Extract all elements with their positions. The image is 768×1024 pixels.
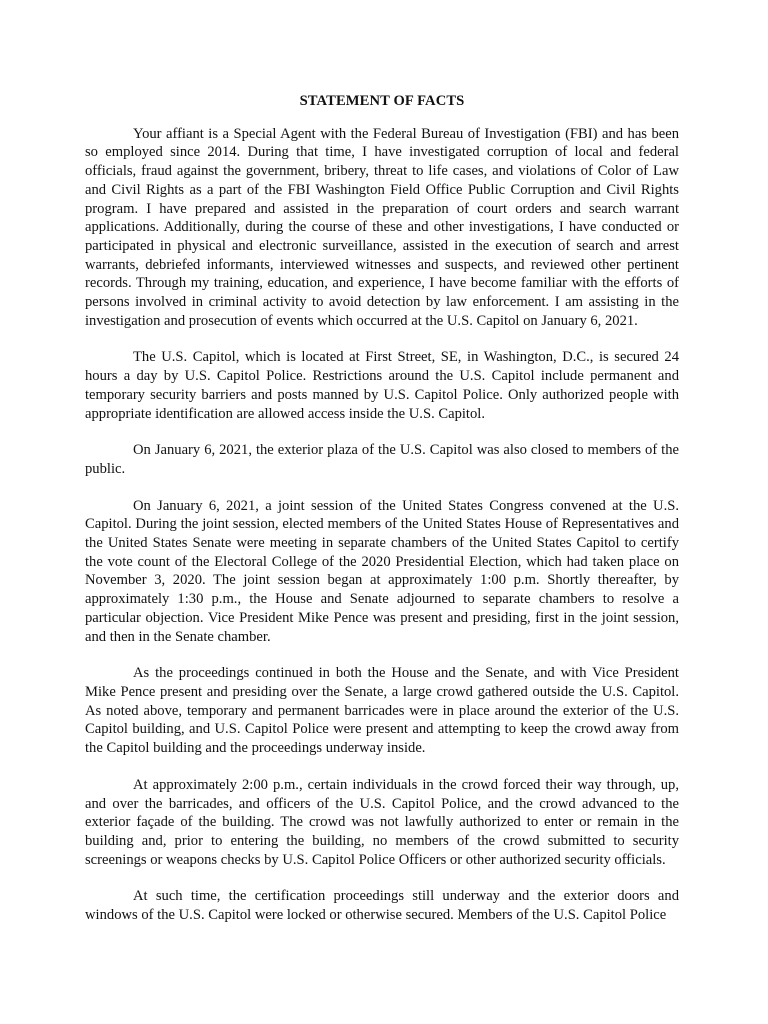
document-page	[85, 92, 679, 943]
paragraph-joint-session: On January 6, 2021, a joint session of the United States Congress convened at the U.S. Capitol. During the joint session, elected members of the United States House of Representatives and the United States Senate were meeting in separate chambers of the United States Capitol to certify the vote count of the Electoral College of the 2020 Presidential Election, which had taken place on November 3, 2020. The joint session began at approximately 1:00 p.m. Shortly thereafter, by approximately 1:30 p.m., the House and Senate adjourned to separate chambers to resolve a particular objection. Vice President Mike Pence was present and presiding, first in the joint session, and then in the Senate chamber.	[85, 497, 679, 645]
paragraph-capitol-security: The U.S. Capitol, which is located at First Street, SE, in Washington, D.C., is secured 24 hours a day by U.S. Capitol Police. Restrictions around the U.S. Capitol include permanent and temporary security barriers and posts manned by U.S. Capitol Police. Only authorized people with appropriate identification are allowed access inside the U.S. Capitol.	[85, 349, 679, 422]
paragraph-doors-secured: At such time, the certification proceedings still underway and the exterior doors and windows of the U.S. Capitol were locked or otherwise secured. Members of the U.S. Capitol Police	[85, 888, 679, 924]
paragraph-barricades-breached: At approximately 2:00 p.m., certain individuals in the crowd forced their way through, up, and over the barricades, and officers of the U.S. Capitol Police, and the crowd advanced to the exterior façade of the building. The crowd was not lawfully authorized to enter or remain in the building and, prior to entering the building, no members of the crowd submitted to security screenings or weapons checks by U.S. Capitol Police Officers or other authorized security officials.	[85, 776, 679, 868]
paragraph-affiant: Your affiant is a Special Agent with the Federal Bureau of Investigation (FBI) and has been so employed since 2014. During that time, I have investigated corruption of local and federal officials, fraud against the government, bribery, threat to life cases, and violations of Color of Law and Civil Rights as a part of the FBI Washington Field Office Public Corruption and Civil Rights program. I have prepared and assisted in the preparation of court orders and search warrant applications. Additionally, during the course of these and other investigations, I have conducted or participated in physical and electronic surveillance, assisted in the execution of search and arrest warrants, debriefed informants, interviewed witnesses and suspects, and reviewed other pertinent records. Through my training, education, and experience, I have become familiar with the efforts of persons involved in criminal activity to avoid detection by law enforcement. I am assisting in the investigation and prosecution of events which occurred at the U.S. Capitol on January 6, 2021.	[85, 125, 679, 329]
paragraph-plaza-closed: On January 6, 2021, the exterior plaza of the U.S. Capitol was also closed to members of the public.	[85, 442, 679, 477]
paragraph-crowd-gathered: As the proceedings continued in both the House and the Senate, and with Vice President Mike Pence present and presiding over the Senate, a large crowd gathered outside the U.S. Capitol. As noted above, temporary and permanent barricades were in place around the exterior of the U.S. Capitol building, and U.S. Capitol Police were present and attempting to keep the crowd away from the Capitol building and the proceedings underway inside.	[85, 665, 679, 757]
document-title: STATEMENT OF FACTS	[299, 93, 465, 109]
